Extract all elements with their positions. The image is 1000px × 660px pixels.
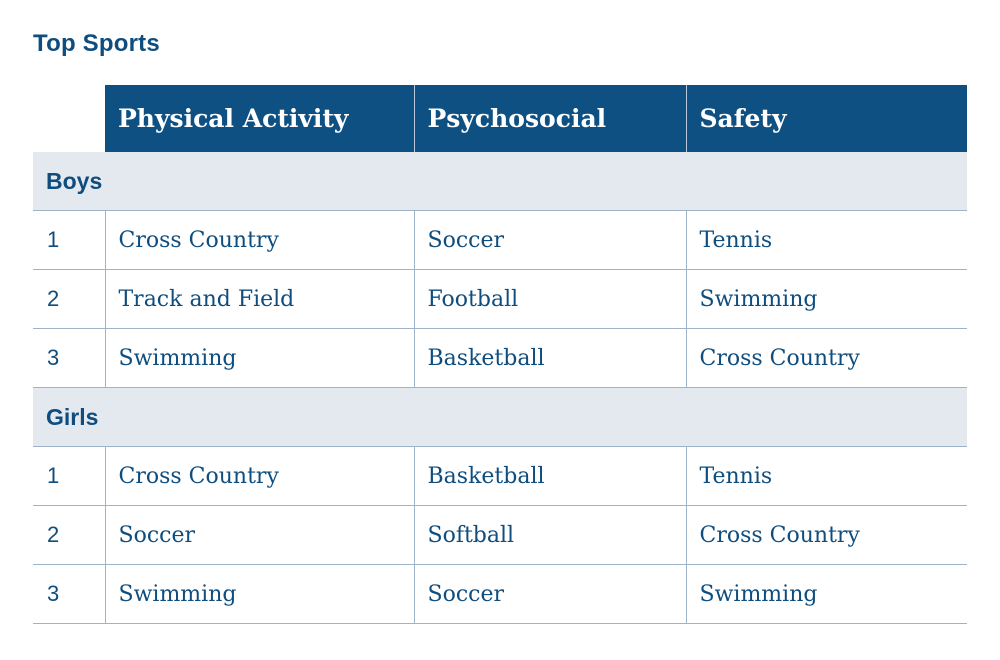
group-row-boys [33,152,967,211]
rank-cell: 2 [33,506,105,565]
safety-cell: Cross Country [686,329,967,388]
physical-activity-cell: Cross Country [105,447,414,506]
rank-cell: 3 [33,565,105,624]
psychosocial-cell: Basketball [414,329,686,388]
column-header-physical-activity: Physical Activity [105,85,414,152]
column-header-psychosocial: Psychosocial [414,85,686,152]
safety-cell: Tennis [686,447,967,506]
table-row [33,506,967,565]
psychosocial-cell: Football [414,270,686,329]
rank-cell: 2 [33,270,105,329]
table-row [33,329,967,388]
table-header-row [33,85,967,152]
group-label: Girls [33,388,967,447]
physical-activity-cell: Swimming [105,565,414,624]
table-row [33,565,967,624]
top-sports-table [33,85,967,624]
group-label: Boys [33,152,967,211]
page-title: Top Sports [33,30,160,57]
rank-cell: 1 [33,211,105,270]
table-row [33,270,967,329]
physical-activity-cell: Track and Field [105,270,414,329]
psychosocial-cell: Basketball [414,447,686,506]
safety-cell: Swimming [686,270,967,329]
physical-activity-cell: Cross Country [105,211,414,270]
table-row [33,211,967,270]
safety-cell: Swimming [686,565,967,624]
psychosocial-cell: Soccer [414,211,686,270]
physical-activity-cell: Swimming [105,329,414,388]
rank-cell: 3 [33,329,105,388]
group-row-girls [33,388,967,447]
rank-cell: 1 [33,447,105,506]
physical-activity-cell: Soccer [105,506,414,565]
header-corner-cell [33,85,105,152]
column-header-safety: Safety [686,85,967,152]
psychosocial-cell: Soccer [414,565,686,624]
safety-cell: Tennis [686,211,967,270]
table-row [33,447,967,506]
psychosocial-cell: Softball [414,506,686,565]
safety-cell: Cross Country [686,506,967,565]
